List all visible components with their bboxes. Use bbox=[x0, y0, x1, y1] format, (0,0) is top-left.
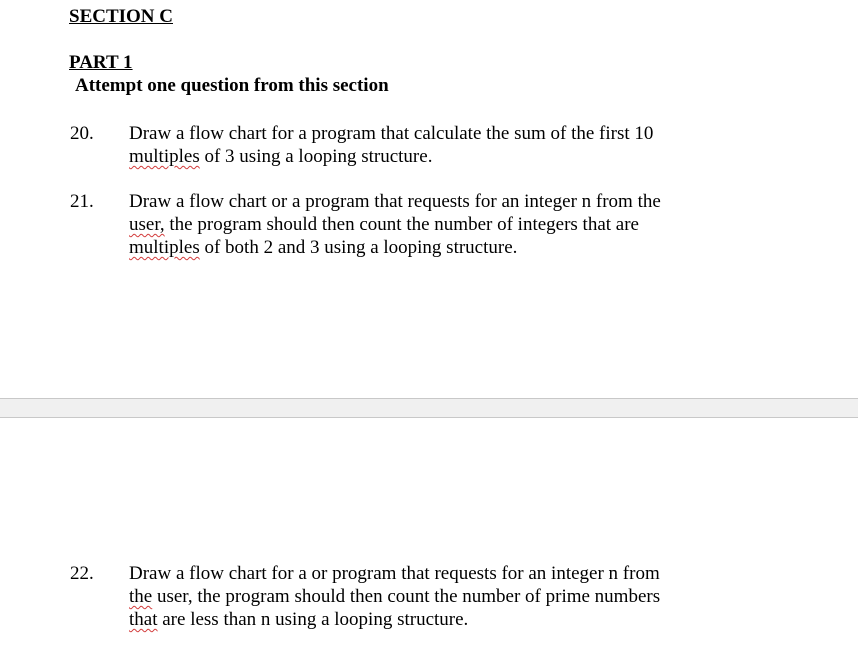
question-line bbox=[129, 236, 729, 259]
line-text: of 3 using a looping structure. bbox=[199, 146, 433, 167]
question-number: 22. bbox=[70, 563, 94, 584]
line-text: user, the program should then count the number of prime numbers bbox=[152, 586, 661, 607]
question-number: 20. bbox=[70, 123, 94, 144]
part-title: PART 1 bbox=[69, 52, 133, 73]
question-line bbox=[129, 585, 729, 608]
line-text: are less than n using a looping structure. bbox=[157, 609, 469, 630]
line-text: the program should then count the number of integers that are bbox=[164, 214, 639, 235]
question-line bbox=[129, 213, 729, 236]
page-separator bbox=[0, 398, 858, 418]
question-text bbox=[129, 122, 729, 168]
spellcheck-flagged-word[interactable]: user, bbox=[129, 214, 165, 235]
spellcheck-flagged-word[interactable]: multiples bbox=[129, 146, 200, 167]
question-text bbox=[129, 190, 729, 259]
question-line bbox=[129, 145, 729, 168]
question-line: Draw a flow chart or a program that requests for an integer n from the bbox=[129, 191, 661, 212]
spellcheck-flagged-word[interactable]: that bbox=[129, 609, 158, 630]
section-title: SECTION C bbox=[69, 6, 173, 27]
spellcheck-flagged-word[interactable]: multiples bbox=[129, 237, 200, 258]
question-text bbox=[129, 562, 729, 631]
spellcheck-flagged-word[interactable]: the bbox=[129, 586, 153, 607]
question-line bbox=[129, 608, 729, 631]
question-line: Draw a flow chart for a program that calculate the sum of the first 10 bbox=[129, 123, 654, 144]
question-number: 21. bbox=[70, 191, 94, 212]
line-text: of both 2 and 3 using a looping structure. bbox=[199, 237, 518, 258]
section-instruction: Attempt one question from this section bbox=[75, 75, 389, 96]
question-line: Draw a flow chart for a or program that requests for an integer n from bbox=[129, 563, 660, 584]
document-page-2 bbox=[0, 418, 858, 650]
